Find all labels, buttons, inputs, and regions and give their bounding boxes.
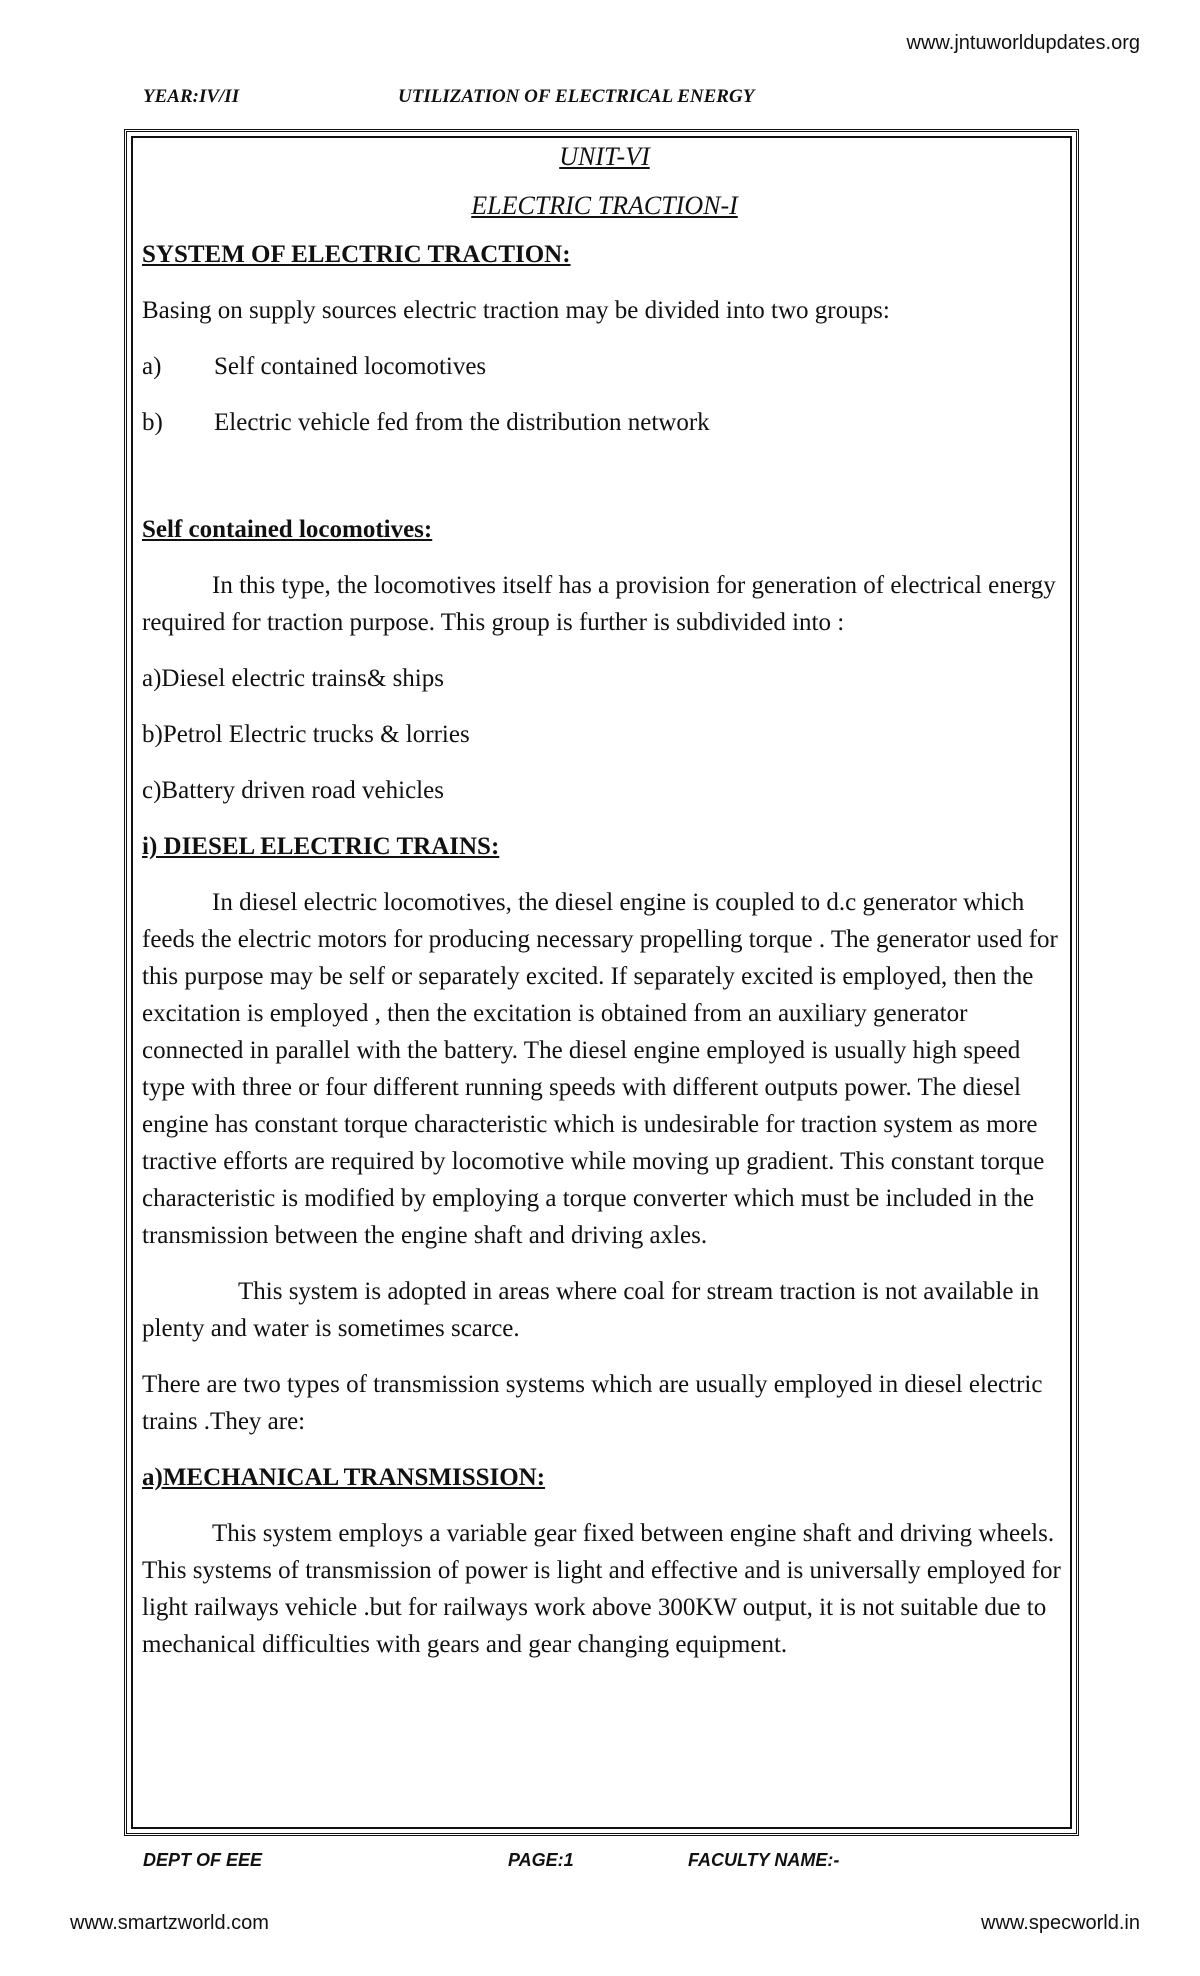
self-contained-item: a)Diesel electric trains& ships (142, 665, 444, 692)
mechanical-paragraph: This system employs a variable gear fixed between engine shaft and driving wheels. This systems of transmission of power is light and effective and is universally employed for light railways vehicle .but for railways work above 300KW output, it is not suitable due to mechanical difficulties with gears and gear changing equipment. (142, 1520, 1061, 1658)
unit-title: UNIT-VI (559, 142, 650, 171)
self-contained-heading: Self contained locomotives: (142, 516, 433, 543)
diesel-paragraph-1: In diesel electric locomotives, the diesel engine is coupled to d.c generator which feeds the electric motors for producing necessary propelling torque . The generator used for this purpose may be self or separately excited. If separately excited is employed, then the excitation is employed , then the excitation is obtained from an auxiliary generator connected in parallel with the battery. The diesel engine employed is usually high speed type with three or four different running speeds with different outputs power. The diesel engine has constant torque characteristic which is undesirable for traction system as more tractive efforts are required by locomotive while moving up gradient. This constant torque characteristic is modified by employing a torque converter which must be included in the transmission between the engine shaft and driving axles. (142, 889, 1058, 1249)
document-body (142, 138, 1067, 1663)
self-contained-paragraph: In this type, the locomotives itself has a provision for generation of electrical energy required for traction purpose. This group is further is subdivided into : (142, 572, 1056, 636)
watermark-bottom-left: www.smartzworld.com (70, 1912, 269, 1934)
footer-page-number: PAGE:1 (508, 1850, 574, 1870)
group-item-label: b) (142, 409, 163, 436)
group-item (142, 348, 1067, 385)
system-heading: SYSTEM OF ELECTRIC TRACTION: (142, 241, 571, 268)
header-subject: UTILIZATION OF ELECTRICAL ENERGY (398, 86, 755, 107)
self-contained-item: b)Petrol Electric trucks & lorries (142, 721, 470, 748)
footer-faculty: FACULTY NAME:- (688, 1850, 840, 1870)
diesel-heading: i) DIESEL ELECTRIC TRAINS: (142, 833, 500, 860)
chapter-title: ELECTRIC TRACTION-I (471, 191, 738, 220)
watermark-top-right: www.jntuworldupdates.org (906, 32, 1140, 54)
group-item-label: a) (142, 353, 162, 380)
diesel-paragraph-3: There are two types of transmission systems which are usually employed in diesel electric trains .They are: (142, 1371, 1043, 1435)
system-intro: Basing on supply sources electric traction may be divided into two groups: (142, 297, 890, 324)
group-item (142, 404, 1067, 441)
mechanical-heading: a)MECHANICAL TRANSMISSION: (142, 1464, 546, 1491)
header-year: YEAR:IV/II (143, 86, 240, 107)
self-contained-item: c)Battery driven road vehicles (142, 777, 444, 804)
group-item-text: Electric vehicle fed from the distribution network (214, 409, 710, 436)
diesel-paragraph-2: This system is adopted in areas where coal for stream traction is not available in plenty and water is sometimes scarce. (142, 1278, 1040, 1342)
watermark-bottom-right: www.specworld.in (981, 1912, 1140, 1934)
footer-dept: DEPT OF EEE (143, 1850, 263, 1870)
group-item-text: Self contained locomotives (214, 353, 487, 380)
